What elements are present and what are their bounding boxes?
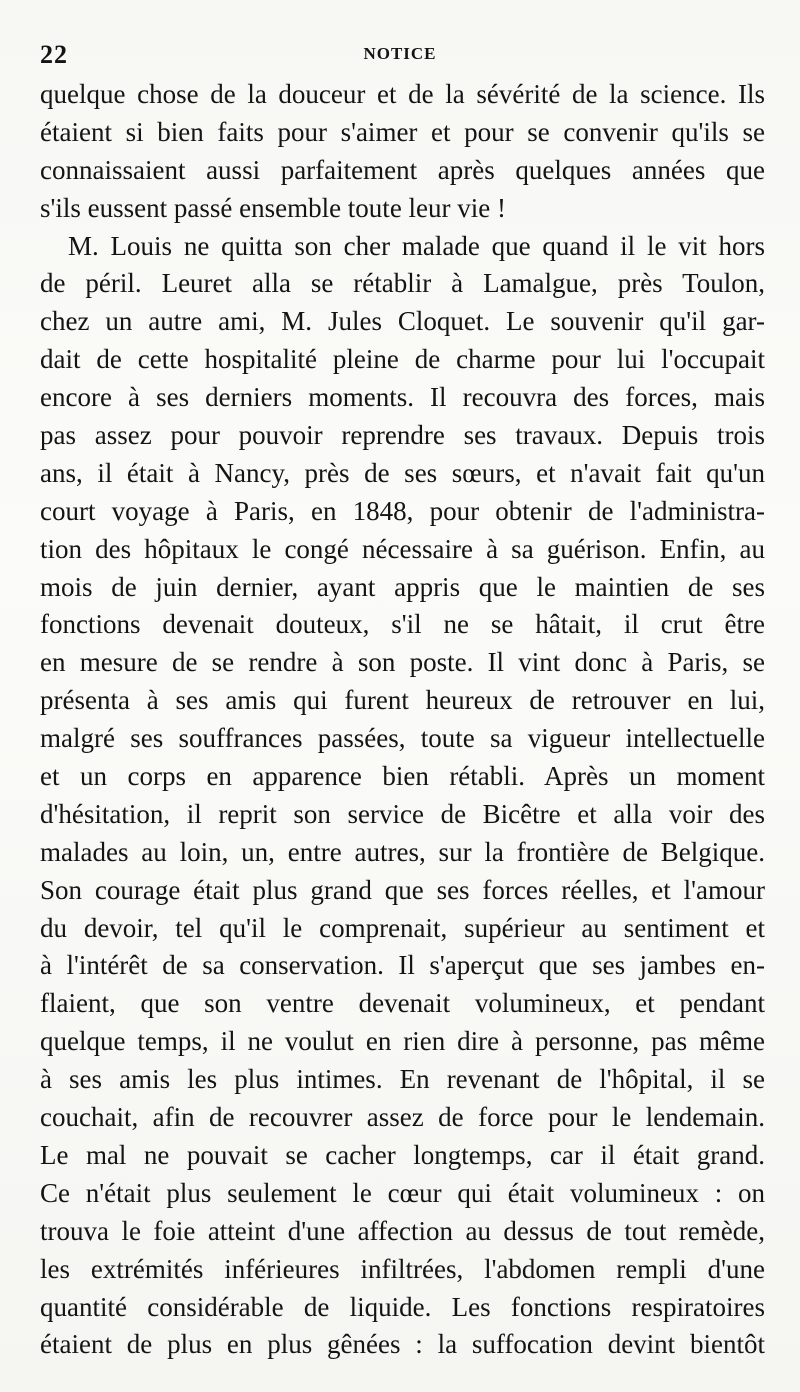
text-line: couchait, afin de recouvrer assez de force pour le lendemain. xyxy=(40,1102,765,1133)
text-line: présenta à ses amis qui furent heureux de retrouver en lui, xyxy=(40,685,765,716)
text-line: les extrémités inférieures infiltrées, l'abdomen rempli d'une xyxy=(40,1253,765,1284)
text-line: pas assez pour pouvoir reprendre ses travaux. Depuis trois xyxy=(40,420,765,451)
text-line: et un corps en apparence bien rétabli. Après un moment xyxy=(40,761,765,792)
body-text xyxy=(40,76,765,1364)
text-line: étaient de plus en plus gênées : la suffocation devint bientôt xyxy=(40,1329,765,1360)
text-line: dait de cette hospitalité pleine de charme pour lui l'occupait xyxy=(40,344,765,375)
text-line: en mesure de se rendre à son poste. Il vint donc à Paris, se xyxy=(40,647,765,678)
text-line: de péril. Leuret alla se rétablir à Lamalgue, près Toulon, xyxy=(40,268,765,299)
text-line: Le mal ne pouvait se cacher longtemps, car il était grand. xyxy=(40,1139,765,1170)
text-line: court voyage à Paris, en 1848, pour obtenir de l'administra- xyxy=(40,495,765,526)
text-line: Ce n'était plus seulement le cœur qui était volumineux : on xyxy=(40,1177,765,1208)
text-line: malgré ses souffrances passées, toute sa vigueur intellectuelle xyxy=(40,723,765,754)
text-line: quelque temps, il ne voulut en rien dire à personne, pas même xyxy=(40,1026,765,1057)
text-line: encore à ses derniers moments. Il recouvra des forces, mais xyxy=(40,382,765,413)
text-line: connaissaient aussi parfaitement après quelques années que xyxy=(40,154,765,185)
page-number: 22 xyxy=(40,40,68,69)
text-line: Son courage était plus grand que ses forces réelles, et l'amour xyxy=(40,874,765,905)
text-line: malades au loin, un, entre autres, sur la frontière de Belgique. xyxy=(40,836,765,867)
text-line: chez un autre ami, M. Jules Cloquet. Le souvenir qu'il gar- xyxy=(40,306,765,337)
text-line: étaient si bien faits pour s'aimer et pour se convenir qu'ils se xyxy=(40,116,765,147)
text-line: ans, il était à Nancy, près de ses sœurs, et n'avait fait qu'un xyxy=(40,457,765,488)
text-line: trouva le foie atteint d'une affection au dessus de tout remède, xyxy=(40,1215,765,1246)
text-line: fonctions devenait douteux, s'il ne se hâtait, il crut être xyxy=(40,609,765,640)
text-line: à l'intérêt de sa conservation. Il s'aperçut que ses jambes en- xyxy=(40,950,765,981)
text-line: quantité considérable de liquide. Les fonctions respiratoires xyxy=(40,1291,765,1322)
text-line: flaient, que son ventre devenait volumineux, et pendant xyxy=(40,988,765,1019)
text-line: tion des hôpitaux le congé nécessaire à sa guérison. Enfin, au xyxy=(40,533,765,564)
text-line: mois de juin dernier, ayant appris que le maintien de ses xyxy=(40,571,765,602)
text-line: quelque chose de la douceur et de la sévérité de la science. Ils xyxy=(40,79,765,109)
text-line: d'hésitation, il reprit son service de Bicêtre et alla voir des xyxy=(40,798,765,829)
text-line: s'ils eussent passé ensemble toute leur vie ! xyxy=(40,192,507,223)
text-line: à ses amis les plus intimes. En revenant de l'hôpital, il se xyxy=(40,1064,765,1095)
running-head xyxy=(40,38,760,78)
text-line: M. Louis ne quitta son cher malade que quand il le vit hors xyxy=(68,230,765,261)
running-title: NOTICE xyxy=(363,44,437,63)
text-line: du devoir, tel qu'il le comprenait, supérieur au sentiment et xyxy=(40,912,765,943)
